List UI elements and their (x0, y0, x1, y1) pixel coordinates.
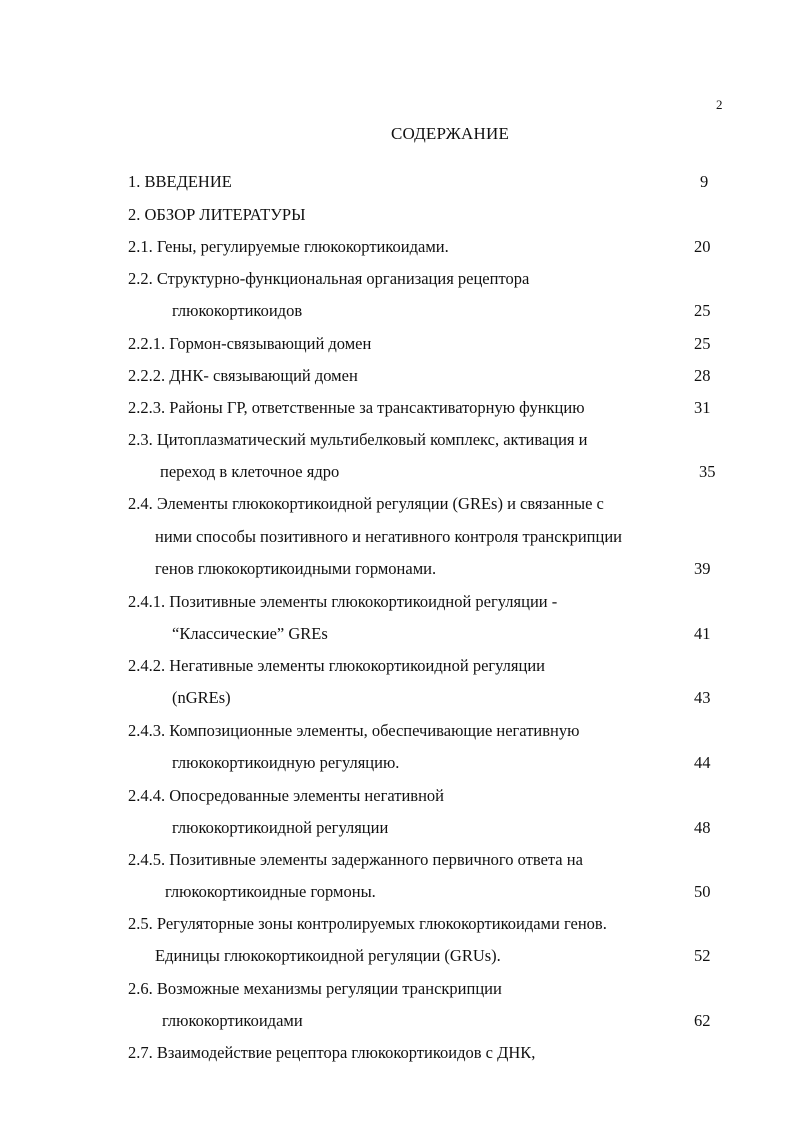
toc-entry-page: 9 (700, 172, 709, 191)
toc-entry-text: (nGREs) (172, 688, 231, 707)
toc-entry-page: 20 (694, 237, 711, 256)
toc-entry-page: 25 (694, 334, 711, 353)
toc-entry-page: 35 (699, 462, 716, 481)
toc-entry-text: Единицы глюкокортикоидной регуляции (GRUs). (155, 946, 501, 965)
toc-entry-text: 2.1. Гены, регулируемые глюкокортикоидами. (128, 237, 449, 256)
toc-entry-text: ними способы позитивного и негативного контроля транскрипции (155, 527, 622, 546)
toc-entry-text: 2. ОБЗОР ЛИТЕРАТУРЫ (128, 205, 306, 224)
toc-entry-text: глюкокортикоидами (162, 1011, 303, 1030)
toc-entry-page: 25 (694, 301, 711, 320)
toc-entry-page: 31 (694, 398, 711, 417)
toc-entry-text: 2.2.3. Районы ГР, ответственные за трансактиваторную функцию (128, 398, 585, 417)
toc-entry-text: 2.2. Структурно-функциональная организация рецептора (128, 269, 530, 288)
toc-entry-text: 2.2.1. Гормон-связывающий домен (128, 334, 372, 353)
toc-entry-text: глюкокортикоидные гормоны. (165, 882, 376, 901)
page-title: СОДЕРЖАНИЕ (390, 124, 510, 143)
toc-entry-text: глюкокортикоидную регуляцию. (172, 753, 400, 772)
toc-entry-page: 28 (694, 366, 711, 385)
toc-entry-text: генов глюкокортикоидными гормонами. (155, 559, 437, 578)
toc-entry-page: 62 (694, 1011, 711, 1030)
toc-entry-page: 44 (694, 753, 711, 772)
toc-entry-text: 2.5. Регуляторные зоны контролируемых глюкокортикоидами генов. (128, 914, 607, 933)
toc-entry-page: 48 (694, 818, 711, 837)
toc-entry-text: 2.4.4. Опосредованные элементы негативной (128, 786, 444, 805)
toc-entry-text: 2.4. Элементы глюкокортикоидной регуляции (GREs) и связанные с (128, 494, 604, 513)
toc-entry-text: 2.3. Цитоплазматический мультибелковый комплекс, активация и (128, 430, 588, 449)
toc-entry-text: “Классические” GREs (172, 624, 328, 643)
toc-entry-text: 2.4.1. Позитивные элементы глюкокортикоидной регуляции - (128, 592, 558, 611)
page-number: 2 (716, 97, 723, 112)
toc-entry-page: 50 (694, 882, 711, 901)
toc-entry-page: 52 (694, 946, 711, 965)
toc-entry-text: 2.4.5. Позитивные элементы задержанного первичного ответа на (128, 850, 583, 869)
toc-entry-text: глюкокортикоидной регуляции (172, 818, 389, 837)
toc-entry-page: 43 (694, 688, 711, 707)
toc-entry-text: 1. ВВЕДЕНИЕ (128, 172, 232, 191)
toc-entry-text: 2.6. Возможные механизмы регуляции транскрипции (128, 979, 502, 998)
toc-entry-page: 39 (694, 559, 711, 578)
toc-entry-text: 2.4.3. Композиционные элементы, обеспечивающие негативную (128, 721, 580, 740)
toc-entry-text: 2.4.2. Негативные элементы глюкокортикоидной регуляции (128, 656, 545, 675)
toc-entry-text: 2.7. Взаимодействие рецептора глюкокортикоидов с ДНК, (128, 1043, 536, 1062)
toc-entry-text: глюкокортикоидов (172, 301, 303, 320)
toc-entry-text: 2.2.2. ДНК- связывающий домен (128, 366, 358, 385)
toc-entry-text: переход в клеточное ядро (160, 462, 340, 481)
toc-entry-page: 41 (694, 624, 711, 643)
